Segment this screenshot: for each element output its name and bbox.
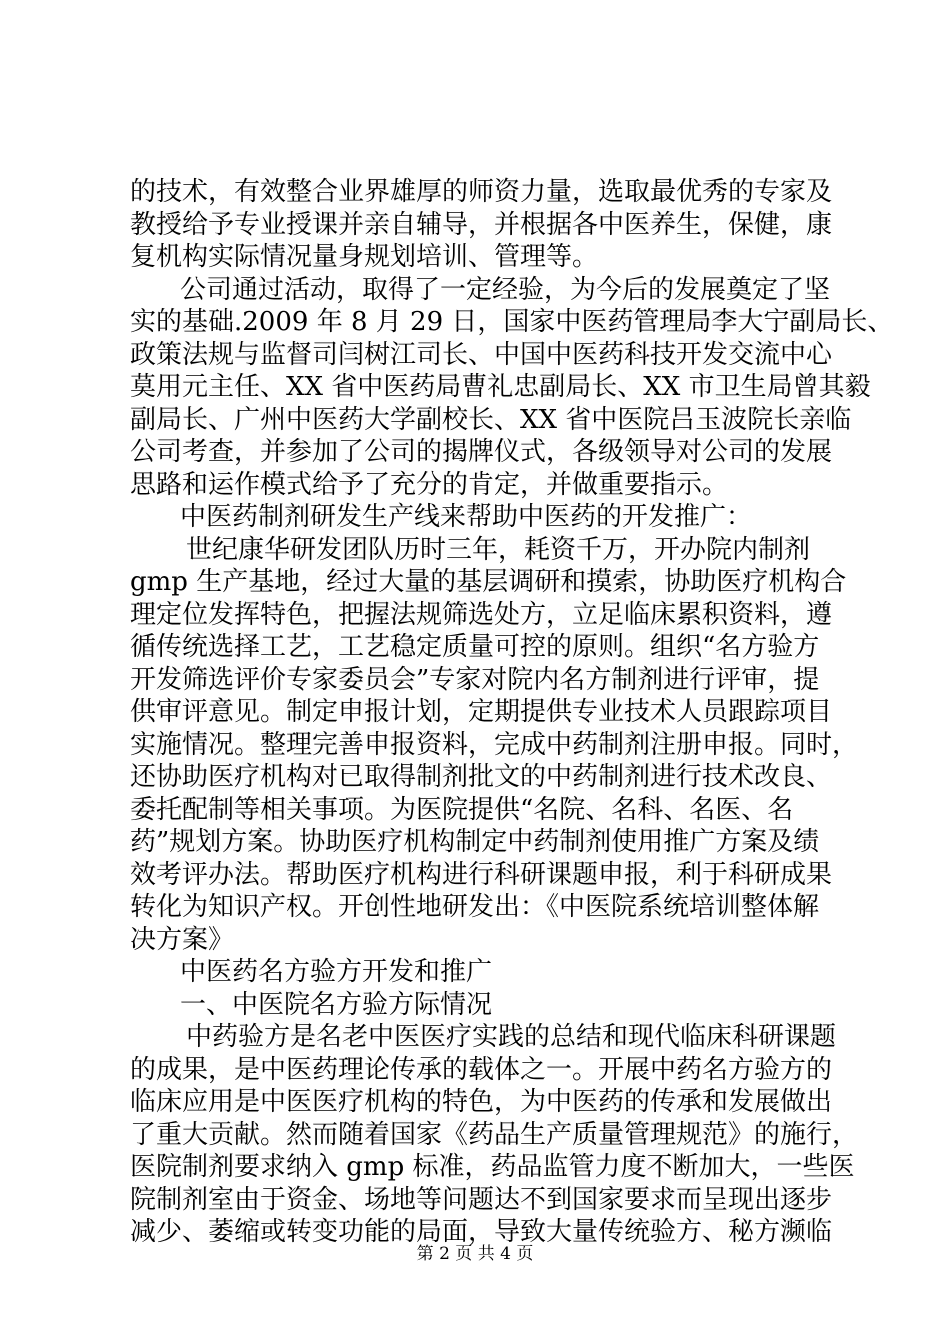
text-line: 副局长、广州中医药大学副校长、XX 省中医院吕玉波院长亲临 (130, 404, 852, 435)
text-line: 实施情况。整理完善申报资料，完成中药制剂注册申报。同时， (130, 729, 859, 760)
text-line: 转化为知识产权。开创性地研发出：《中医院系统培训整体解 (130, 892, 820, 922)
text-line: 公司考查，并参加了公司的揭牌仪式，各级领导对公司的发展 (130, 437, 833, 467)
text-line: 了重大贡献。然而随着国家《药品生产质量管理规范》的施行， (130, 1119, 859, 1150)
text-line: gmp 生产基地，经过大量的基层调研和摸索，协助医疗机构合 (130, 567, 847, 597)
text-line: 复机构实际情况量身规划培训、管理等。 (130, 242, 599, 272)
text-line: 的技术，有效整合业界雄厚的师资力量，选取最优秀的专家及 (130, 177, 833, 207)
text-line: 临床应用是中医医疗机构的特色，为中医药的传承和发展做出 (130, 1087, 833, 1117)
text-line: 循传统选择工艺，工艺稳定质量可控的原则。组织“名方验方 (130, 632, 820, 662)
text-line: 还协助医疗机构对已取得制剂批文的中药制剂进行技术改良、 (130, 762, 833, 792)
section-heading: 中医药名方验方开发和推广 (180, 957, 493, 987)
paragraph-first-line: 中药验方是名老中医医疗实践的总结和现代临床科研课题 (186, 1022, 837, 1052)
text-line: 开发筛选评价专家委员会”专家对院内名方制剂进行评审，提 (130, 664, 820, 695)
text-line: 供审评意见。制定申报计划，定期提供专业技术人员跟踪项目 (130, 697, 833, 727)
text-line: 政策法规与监督司闫树江司长、中国中医药科技开发交流中心 (130, 339, 833, 370)
section-heading: 一、中医院名方验方际情况 (180, 989, 493, 1020)
page-number: 第 2 页 共 4 页 (416, 1244, 534, 1264)
text-line: 减少、萎缩或转变功能的局面，导致大量传统验方、秘方濒临 (130, 1217, 833, 1247)
text-line: 效考评办法。帮助医疗机构进行科研课题申报，利于科研成果 (130, 859, 833, 890)
text-line: 思路和运作模式给予了充分的肯定，并做重要指示。 (130, 469, 729, 500)
text-line: 教授给予专业授课并亲自辅导，并根据各中医养生，保健，康 (130, 209, 833, 240)
text-line: 决方案》 (130, 924, 235, 955)
text-line: 药”规划方案。协助医疗机构制定中药制剂使用推广方案及绩 (130, 827, 820, 857)
text-line: 的成果，是中医药理论传承的载体之一。开展中药名方验方的 (130, 1054, 833, 1085)
section-heading: 中医药制剂研发生产线来帮助中医药的开发推广： (180, 502, 753, 532)
page-footer (0, 1243, 950, 1265)
text-line: 莫用元主任、XX 省中医药局曹礼忠副局长、XX 市卫生局曾其毅 (130, 372, 871, 402)
text-line: 理定位发挥特色，把握法规筛选处方，立足临床累积资料，遵 (130, 599, 833, 630)
text-line: 院制剂室由于资金、场地等问题达不到国家要求而呈现出逐步 (130, 1184, 833, 1215)
paragraph-first-line: 公司通过活动，取得了一定经验，为今后的发展奠定了坚 (180, 274, 831, 305)
text-line: 委托配制等相关事项。为医院提供“名院、名科、名医、名 (130, 794, 794, 825)
paragraph-first-line: 世纪康华研发团队历时三年，耗资千万，开办院内制剂 (186, 534, 811, 565)
text-line: 实的基础.2009 年 8 月 29 日，国家中医药管理局李大宁副局长、 (130, 307, 894, 337)
text-line: 医院制剂要求纳入 gmp 标准，药品监管力度不断加大，一些医 (130, 1152, 855, 1182)
